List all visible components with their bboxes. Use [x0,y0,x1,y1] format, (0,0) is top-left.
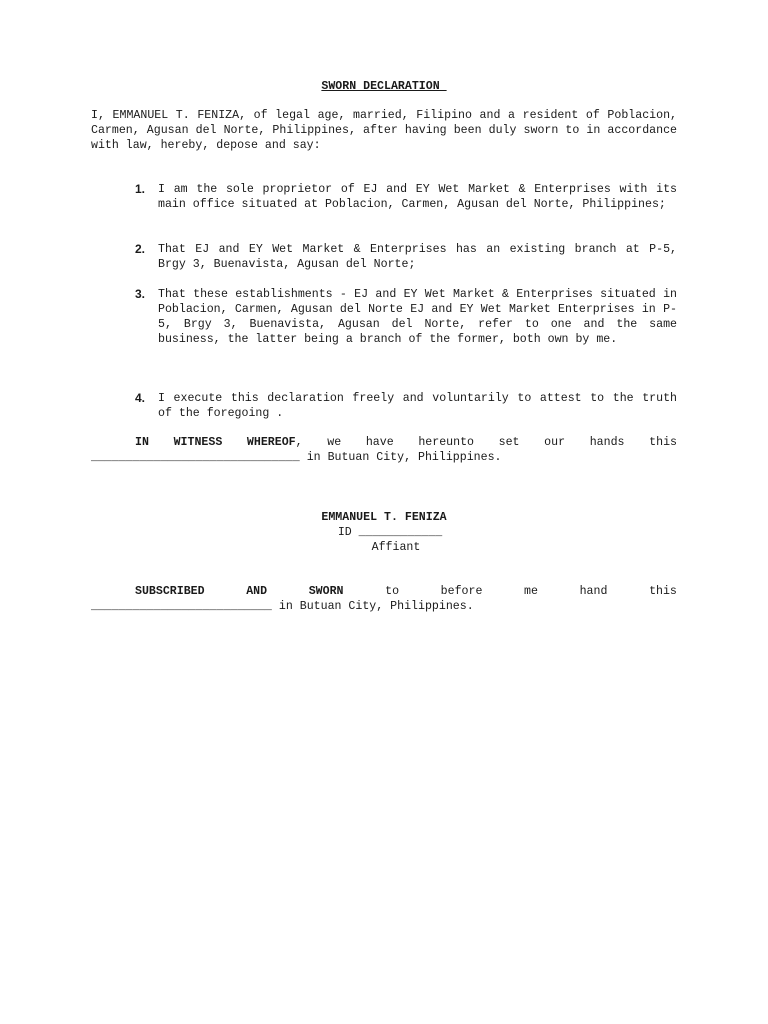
affiant-name: EMMANUEL T. FENIZA [321,511,447,524]
subscribed-date-blank: __________________________ [91,600,272,613]
declaration-item [135,287,677,347]
witness-text: , we have hereunto set our hands this [295,436,677,449]
witness-paragraph [91,435,677,465]
affiant-id: ID ____________ [337,526,443,539]
declaration-item [135,182,677,212]
witness-date-blank: ______________________________ [91,451,300,464]
subscribed-date-line [91,599,677,614]
subscribed-line [135,584,677,599]
subscribed-word: before [440,585,483,598]
subscribed-word: this [649,585,677,598]
subscribed-word: SUBSCRIBED [135,585,205,598]
witness-location: in Butuan City, Philippines. [299,451,502,464]
item-text: I am the sole proprietor of EJ and EY Wet Market & Enterprises with its main office situated at Poblacion, Carmen, Agusan del Norte, Philippines; [158,183,677,211]
subscribed-location: in Butuan City, Philippines. [271,600,474,613]
witness-lead: IN WITNESS WHEREOF [135,436,296,449]
document-title [0,79,768,94]
subscribed-word: hand [579,585,608,598]
subscribed-word: AND [246,585,268,598]
declaration-item [135,391,677,421]
item-number: 3. [135,287,146,301]
item-text: That these establishments - EJ and EY Wet Market & Enterprises situated in Poblacion, Carmen, Agusan del Norte EJ and EY Wet Market Enterprises in P-5, Brgy 3, Buenavista, Agusan del Norte, refer to one and the same business, the latter being a branch of the former, both own by me. [158,288,677,346]
declaration-item [135,242,677,272]
subscribed-word: me [524,585,538,598]
intro-paragraph: I, EMMANUEL T. FENIZA, of legal age, married, Filipino and a resident of Poblacion, Carmen, Agusan del Norte, Philippines, after having been duly sworn to in accordance with law, hereby, depose and say: [91,109,677,152]
item-number: 2. [135,242,146,256]
document-title-text: SWORN DECLARATION [321,80,447,93]
item-number: 1. [135,182,146,196]
subscribed-word: SWORN [308,585,344,598]
subscribed-word: to [385,585,400,598]
item-number: 4. [135,391,146,405]
item-text: That EJ and EY Wet Market & Enterprises has an existing branch at P-5, Brgy 3, Buenavista, Agusan del Norte; [158,243,677,271]
item-text: I execute this declaration freely and voluntarily to attest to the truth of the foregoing . [158,392,677,420]
affiant-role: Affiant [371,541,421,554]
